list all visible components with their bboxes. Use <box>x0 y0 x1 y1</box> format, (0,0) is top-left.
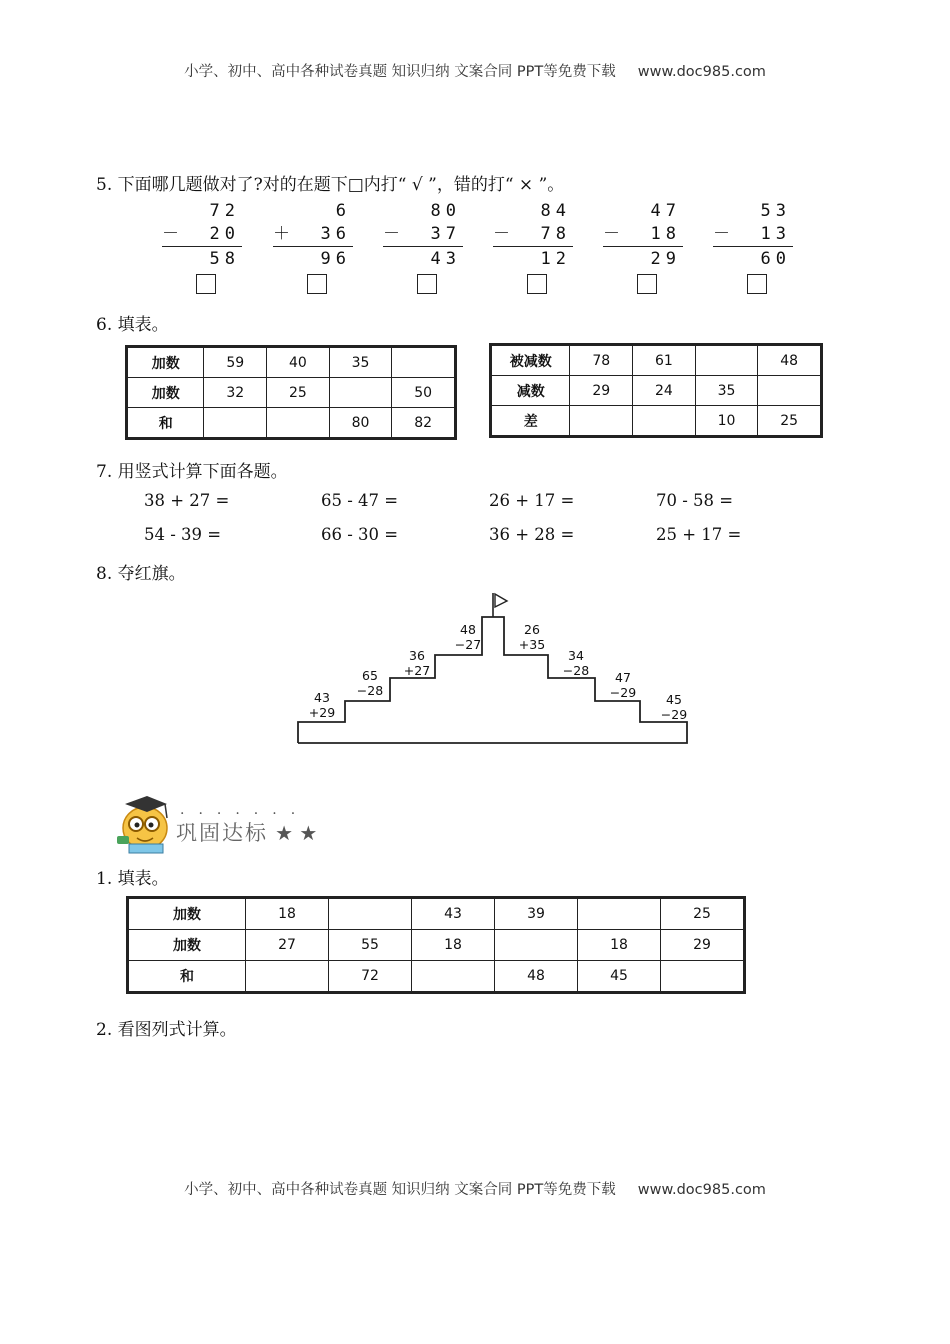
table-cell: 50 <box>392 378 455 408</box>
subtrahend: 13 <box>760 224 791 244</box>
blank-cell[interactable] <box>695 346 758 376</box>
q5-title: 5. 下面哪几题做对了?对的在题下□内打“ √ ”，错的打“ × ”。 <box>96 175 565 195</box>
table-row <box>129 930 744 961</box>
table-cell: 25 <box>758 406 821 436</box>
step-number: 65 <box>362 668 378 683</box>
subtrahend: 78 <box>540 224 571 244</box>
table-cell: 18 <box>578 930 661 961</box>
step-number: 47 <box>615 670 631 685</box>
step-expression <box>512 622 552 652</box>
calc-item: 25 + 17 = <box>656 525 742 544</box>
step-number: 26 <box>524 622 540 637</box>
minuend: 80 <box>430 201 461 221</box>
vertical-problem <box>603 200 683 271</box>
blank-cell[interactable] <box>204 408 267 438</box>
q8-title: 8. 夺红旗。 <box>96 564 186 584</box>
blank-cell[interactable] <box>329 378 392 408</box>
step-expression <box>603 670 643 700</box>
row-label: 和 <box>128 408 204 438</box>
table-cell: 35 <box>695 376 758 406</box>
result-line <box>713 246 793 247</box>
table-cell: 18 <box>246 899 329 930</box>
calc-item: 36 + 28 = <box>489 525 575 544</box>
row-label: 被减数 <box>492 346 570 376</box>
step-number: 36 <box>409 648 425 663</box>
row-label: 减数 <box>492 376 570 406</box>
header-text: 小学、初中、高中各种试卷真题 知识归纳 文案合同 PPT等免费下载 <box>184 64 616 80</box>
table-row <box>128 378 455 408</box>
table-cell: 48 <box>495 961 578 992</box>
calc-item: 66 - 30 = <box>321 525 399 544</box>
step-expression <box>397 648 437 678</box>
answer-checkbox[interactable] <box>417 274 437 294</box>
row-label: 加数 <box>128 378 204 408</box>
calc-item: 54 - 39 = <box>144 525 222 544</box>
page-footer <box>0 1178 950 1199</box>
c2-title: 2. 看图列式计算。 <box>96 1020 237 1040</box>
table-cell: 32 <box>204 378 267 408</box>
minuend: 47 <box>650 201 681 221</box>
table-row <box>128 408 455 438</box>
header-site: www.doc985.com <box>637 64 766 80</box>
step-number: 48 <box>460 622 476 637</box>
operator: － <box>162 224 184 244</box>
result: 29 <box>650 249 681 269</box>
vertical-problem <box>162 200 242 271</box>
table-row <box>492 376 821 406</box>
result: 43 <box>430 249 461 269</box>
table-cell: 80 <box>329 408 392 438</box>
minuend: 84 <box>540 201 571 221</box>
minuend: 72 <box>209 201 240 221</box>
footer-site: www.doc985.com <box>637 1182 766 1198</box>
step-expression <box>654 692 694 722</box>
result: 58 <box>209 249 240 269</box>
table-cell: 25 <box>661 899 744 930</box>
step-expression <box>302 690 342 720</box>
subtrahend: 37 <box>430 224 461 244</box>
step-operation: +35 <box>518 637 546 652</box>
row-label: 加数 <box>128 348 204 378</box>
step-expression <box>556 648 596 678</box>
table-cell: 35 <box>329 348 392 378</box>
vertical-problem <box>383 200 463 271</box>
step-operation: −28 <box>356 683 384 698</box>
result: 96 <box>320 249 351 269</box>
table-row <box>129 899 744 930</box>
blank-cell[interactable] <box>329 899 412 930</box>
step-operation: +27 <box>403 663 431 678</box>
table-cell: 18 <box>412 930 495 961</box>
mascot-scholar-icon <box>115 788 177 858</box>
step-number: 34 <box>568 648 584 663</box>
operator: － <box>383 224 405 244</box>
table-cell: 48 <box>758 346 821 376</box>
table-cell: 59 <box>204 348 267 378</box>
page-header <box>0 60 950 81</box>
table-cell: 29 <box>661 930 744 961</box>
addition-table <box>127 347 455 438</box>
answer-checkbox[interactable] <box>747 274 767 294</box>
q7-title: 7. 用竖式计算下面各题。 <box>96 462 288 482</box>
subtraction-table <box>491 345 821 436</box>
step-operation: −29 <box>609 685 637 700</box>
decorative-dots: ······· <box>180 806 310 822</box>
calc-item: 65 - 47 = <box>321 491 399 510</box>
blank-cell[interactable] <box>495 930 578 961</box>
blank-cell[interactable] <box>570 406 633 436</box>
table-cell: 24 <box>633 376 696 406</box>
answer-checkbox[interactable] <box>307 274 327 294</box>
result: 12 <box>540 249 571 269</box>
answer-checkbox[interactable] <box>196 274 216 294</box>
result-line <box>493 246 573 247</box>
blank-cell[interactable] <box>661 961 744 992</box>
table-cell: 39 <box>495 899 578 930</box>
table-cell: 40 <box>267 348 330 378</box>
calc-item: 26 + 17 = <box>489 491 575 510</box>
row-label: 差 <box>492 406 570 436</box>
table-cell: 45 <box>578 961 661 992</box>
table-cell: 55 <box>329 930 412 961</box>
blank-cell[interactable] <box>392 348 455 378</box>
result: 60 <box>760 249 791 269</box>
step-operation: +29 <box>308 705 336 720</box>
step-expression <box>448 622 488 652</box>
section-banner <box>176 817 317 847</box>
red-flag-icon <box>495 594 507 607</box>
section-title: 巩固达标 <box>176 821 268 845</box>
row-label: 和 <box>129 961 246 992</box>
calc-item: 70 - 58 = <box>656 491 734 510</box>
blank-cell[interactable] <box>633 406 696 436</box>
step-number: 43 <box>314 690 330 705</box>
operator: － <box>713 224 735 244</box>
star-icon: ★ ★ <box>275 821 318 845</box>
subtrahend: 36 <box>320 224 351 244</box>
table-row <box>492 346 821 376</box>
result-line <box>162 246 242 247</box>
vertical-problem <box>713 200 793 271</box>
table-row <box>128 348 455 378</box>
blank-cell[interactable] <box>758 376 821 406</box>
subtrahend: 18 <box>650 224 681 244</box>
calc-item: 38 + 27 = <box>144 491 230 510</box>
table-cell: 82 <box>392 408 455 438</box>
table-cell: 61 <box>633 346 696 376</box>
operator: － <box>493 224 515 244</box>
blank-cell[interactable] <box>412 961 495 992</box>
table-cell: 25 <box>267 378 330 408</box>
subtrahend: 20 <box>209 224 240 244</box>
table-cell: 27 <box>246 930 329 961</box>
result-line <box>383 246 463 247</box>
table-row <box>129 961 744 992</box>
step-operation: −28 <box>562 663 590 678</box>
table-cell: 10 <box>695 406 758 436</box>
minuend: 6 <box>335 201 351 221</box>
step-operation: −29 <box>660 707 688 722</box>
operator: － <box>603 224 625 244</box>
blank-cell[interactable] <box>267 408 330 438</box>
vertical-problem <box>493 200 573 271</box>
result-line <box>603 246 683 247</box>
vertical-problem <box>273 200 353 271</box>
blank-cell[interactable] <box>246 961 329 992</box>
operator: ＋ <box>273 224 295 244</box>
q6-title: 6. 填表。 <box>96 315 169 335</box>
minuend: 53 <box>760 201 791 221</box>
step-expression <box>350 668 390 698</box>
answer-checkbox[interactable] <box>527 274 547 294</box>
row-label: 加数 <box>129 899 246 930</box>
step-number: 45 <box>666 692 682 707</box>
c1-title: 1. 填表。 <box>96 869 169 889</box>
table-cell: 78 <box>570 346 633 376</box>
answer-checkbox[interactable] <box>637 274 657 294</box>
table-cell: 29 <box>570 376 633 406</box>
blank-cell[interactable] <box>578 899 661 930</box>
footer-text: 小学、初中、高中各种试卷真题 知识归纳 文案合同 PPT等免费下载 <box>184 1182 616 1198</box>
fill-table <box>128 898 744 992</box>
table-cell: 72 <box>329 961 412 992</box>
row-label: 加数 <box>129 930 246 961</box>
table-row <box>492 406 821 436</box>
result-line <box>273 246 353 247</box>
step-operation: −27 <box>454 637 482 652</box>
table-cell: 43 <box>412 899 495 930</box>
